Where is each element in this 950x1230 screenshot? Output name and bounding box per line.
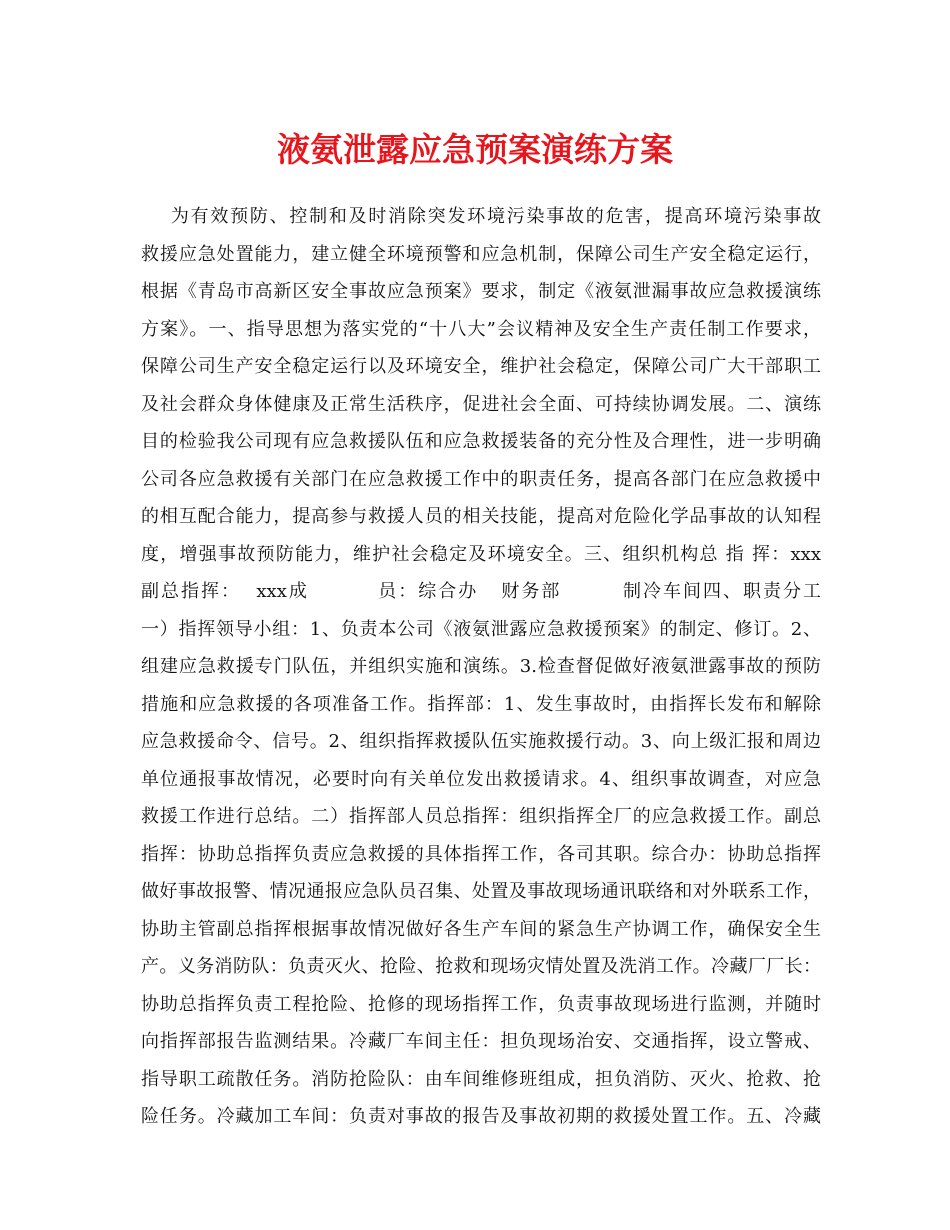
body-line: 指挥：协助总指挥负责应急救援的具体指挥工作，各司其职。综合办：协助总指挥 [141,843,821,865]
body-line: 一）指挥领导小组：1、负责本公司《液氨泄露应急救援预案》的制定、修订。2、 [141,618,821,640]
body-line: 目的检验我公司现有应急救援队伍和应急救援装备的充分性及合理性，进一步明确 [141,431,821,452]
body-line: 根据《青岛市高新区安全事故应急预案》要求，制定《液氨泄漏事故应急救援演练 [141,281,821,302]
body-line: 产。义务消防队：负责灭火、抢险、抢救和现场灾情处置及洗消工作。冷藏厂厂长： [141,956,821,977]
body-line: 协助总指挥负责工程抢险、抢修的现场指挥工作，负责事故现场进行监测，并随时 [141,993,821,1015]
body-line: 险任务。冷藏加工车间：负责对事故的报告及事故初期的救援处置工作。五、冷藏 [141,1106,821,1127]
body-line: 公司各应急救援有关部门在应急救援工作中的职责任务，提高各部门在应急救援中 [141,468,821,490]
body-line: 应急救援命令、信号。2、组织指挥救援队伍实施救援行动。3、向上级汇报和周边 [141,731,821,752]
document-title: 液氨泄露应急预案演练方案 [277,130,673,169]
body-line: 救援应急处置能力，建立健全环境预警和应急机制，保障公司生产安全稳定运行， [141,243,821,265]
body-line: 及社会群众身体健康及正常生活秩序，促进社会全面、可持续协调发展。二、演练 [141,393,821,415]
body-line: 做好事故报警、情况通报应急队员召集、处置及事故现场通讯联络和对外联系工作， [141,881,821,902]
body-line: 为有效预防、控制和及时消除突发环境污染事故的危害，提高环境污染事故 [141,206,821,227]
body-line: 措施和应急救援的各项准备工作。指挥部：1、发生事故时，由指挥长发布和解除 [141,693,821,715]
body-line: 组建应急救援专门队伍，并组织实施和演练。3.检查督促做好液氨泄露事故的预防 [141,656,821,677]
body-line: 的相互配合能力，提高参与救援人员的相关技能，提高对危险化学品事故的认知程 [141,506,821,527]
body-line: 副总指挥： xxx成 员：综合办 财务部 制冷车间四、职责分工 [141,581,821,602]
body-line: 救援工作进行总结。二）指挥部人员总指挥：组织指挥全厂的应急救援工作。副总 [141,806,821,827]
body-line: 单位通报事故情况，必要时向有关单位发出救援请求。4、组织事故调查，对应急 [141,768,821,790]
body-line: 协助主管副总指挥根据事故情况做好各生产车间的紧急生产协调工作，确保安全生 [141,918,821,940]
document-body [141,198,821,1136]
body-line: 指导职工疏散任务。消防抢险队：由车间维修班组成，担负消防、灭火、抢救、抢 [141,1068,821,1090]
body-line: 方案》。一、指导思想为落实党的“十八大”会议精神及安全生产责任制工作要求， [141,318,821,340]
body-line: 向指挥部报告监测结果。冷藏厂车间主任：担负现场治安、交通指挥，设立警戒、 [141,1031,821,1052]
body-line: 保障公司生产安全稳定运行以及环境安全，维护社会稳定，保障公司广大干部职工 [141,356,821,377]
body-line: 度，增强事故预防能力，维护社会稳定及环境安全。三、组织机构总 指 挥：xxx [141,543,821,565]
